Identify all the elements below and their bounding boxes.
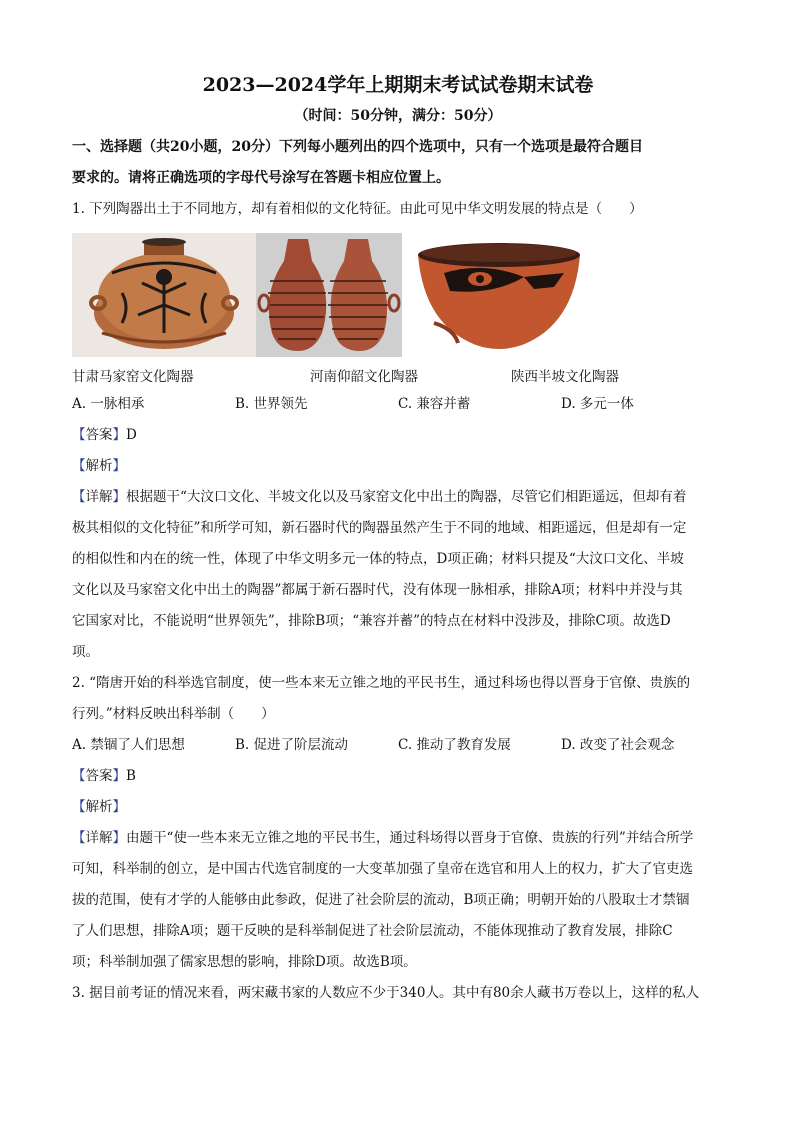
answer-value: B — [126, 768, 136, 784]
q1-option-c[interactable]: C. 兼容并蓄 — [398, 396, 471, 412]
q2-detail-line: 拔的范围，使有才学的人能够由此参政，促进了社会阶层的流动，B项正确；明朝开始的八股取士才禁锢 — [72, 892, 690, 908]
majiayao-pottery-image — [72, 233, 256, 357]
question-2-stem-2: 行列。”材料反映出科举制（ ） — [72, 706, 275, 722]
banpo-pottery-image — [414, 233, 584, 357]
yangshao-pottery-image — [256, 233, 402, 357]
q1-option-b[interactable]: B. 世界领先 — [235, 396, 308, 412]
q2-detail-line: 【详解】由题干“使一些本来无立锥之地的平民书生，通过科场得以晋身于官僚、贵族的行列”并结合所学 — [72, 830, 694, 846]
q2-option-a[interactable]: A. 禁锢了人们思想 — [72, 737, 185, 753]
question-2-options — [72, 730, 724, 761]
question-2-stem-1: 2. “隋唐开始的科举选官制度，使一些本来无立锥之地的平民书生，通过科场也得以晋身于官僚、贵族的 — [72, 675, 691, 691]
answer-label: 答案 — [85, 427, 113, 443]
pottery-captions — [72, 357, 724, 389]
section-instruction-1: 一、选择题（共20小题，20分）下列每小题列出的四个选项中，只有一个选项是最符合题目 — [72, 139, 643, 155]
q2-detail-line: 了人们思想，排除A项；题干反映的是科举制促进了社会阶层流动，不能体现推动了教育发展，排除C — [72, 923, 673, 939]
q2-option-d[interactable]: D. 改变了社会观念 — [561, 737, 675, 753]
q2-analysis: 【解析】 — [72, 799, 126, 815]
q2-option-c[interactable]: C. 推动了教育发展 — [398, 737, 511, 753]
detail-label: 详解 — [85, 489, 113, 505]
analysis-label: 解析 — [85, 458, 113, 474]
caption-banpo: 陕西半坡文化陶器 — [511, 369, 619, 385]
exam-subtitle: （时间：50分钟，满分：50分） — [294, 108, 502, 124]
q2-detail-line: 项；科举制加强了儒家思想的影响，排除D项。故选B项。 — [72, 954, 417, 970]
q1-detail-line: 极其相似的文化特征”和所学可知，新石器时代的陶器虽然产生于不同的地域、相距遥远，但是却有一定 — [72, 520, 687, 536]
answer-bracket-open: 【 — [72, 427, 86, 443]
answer-value: D — [126, 427, 137, 443]
exam-page — [72, 70, 724, 1009]
pottery-images — [72, 233, 724, 357]
caption-yangshao: 河南仰韶文化陶器 — [310, 369, 418, 385]
question-1-stem: 1. 下列陶器出土于不同地方，却有着相似的文化特征。由此可见中华文明发展的特点是（ ） — [72, 201, 643, 217]
caption-majiayao: 甘肃马家窑文化陶器 — [72, 369, 194, 385]
question-1-options — [72, 389, 724, 420]
q1-option-d[interactable]: D. 多元一体 — [561, 396, 634, 412]
section-instruction-2: 要求的。请将正确选项的字母代号涂写在答题卡相应位置上。 — [72, 170, 450, 186]
q1-option-a[interactable]: A. 一脉相承 — [72, 396, 145, 412]
question-3-stem: 3. 据目前考证的情况来看，两宋藏书家的人数应不少于340人。其中有80余人藏书万卷以上，这样的私人 — [72, 985, 700, 1001]
q1-answer — [72, 420, 724, 451]
answer-bracket-close: 】 — [112, 427, 126, 443]
q1-detail-line: 它国家对比，不能说明“世界领先”，排除B项；“兼容并蓄”的特点在材料中没涉及，排除C项。故选D — [72, 613, 671, 629]
q1-detail-line: 【详解】根据题干“大汶口文化、半坡文化以及马家窑文化中出土的陶器，尽管它们相距遥远，但却有着 — [72, 489, 687, 505]
q2-detail — [72, 823, 724, 978]
q1-detail-line: 项。 — [72, 644, 99, 660]
exam-title: 2023—2024学年上期期末考试试卷期末试卷 — [202, 74, 594, 96]
q2-option-b[interactable]: B. 促进了阶层流动 — [235, 737, 349, 753]
q2-detail-line: 可知，科举制的创立，是中国古代选官制度的一大变革加强了皇帝在选官和用人上的权力，扩大了官吏选 — [72, 861, 693, 877]
q1-detail-line: 的相似性和内在的统一性，体现了中华文明多元一体的特点，D项正确；材料只提及“大汶口文化、半坡 — [72, 551, 684, 567]
q1-analysis: 【解析】 — [72, 458, 126, 474]
q1-detail — [72, 482, 724, 668]
q1-detail-line: 文化以及马家窑文化中出土的陶器”都属于新石器时代，没有体现一脉相承，排除A项；材料中并没与其 — [72, 582, 683, 598]
q2-answer: 【答案】B — [72, 768, 136, 784]
